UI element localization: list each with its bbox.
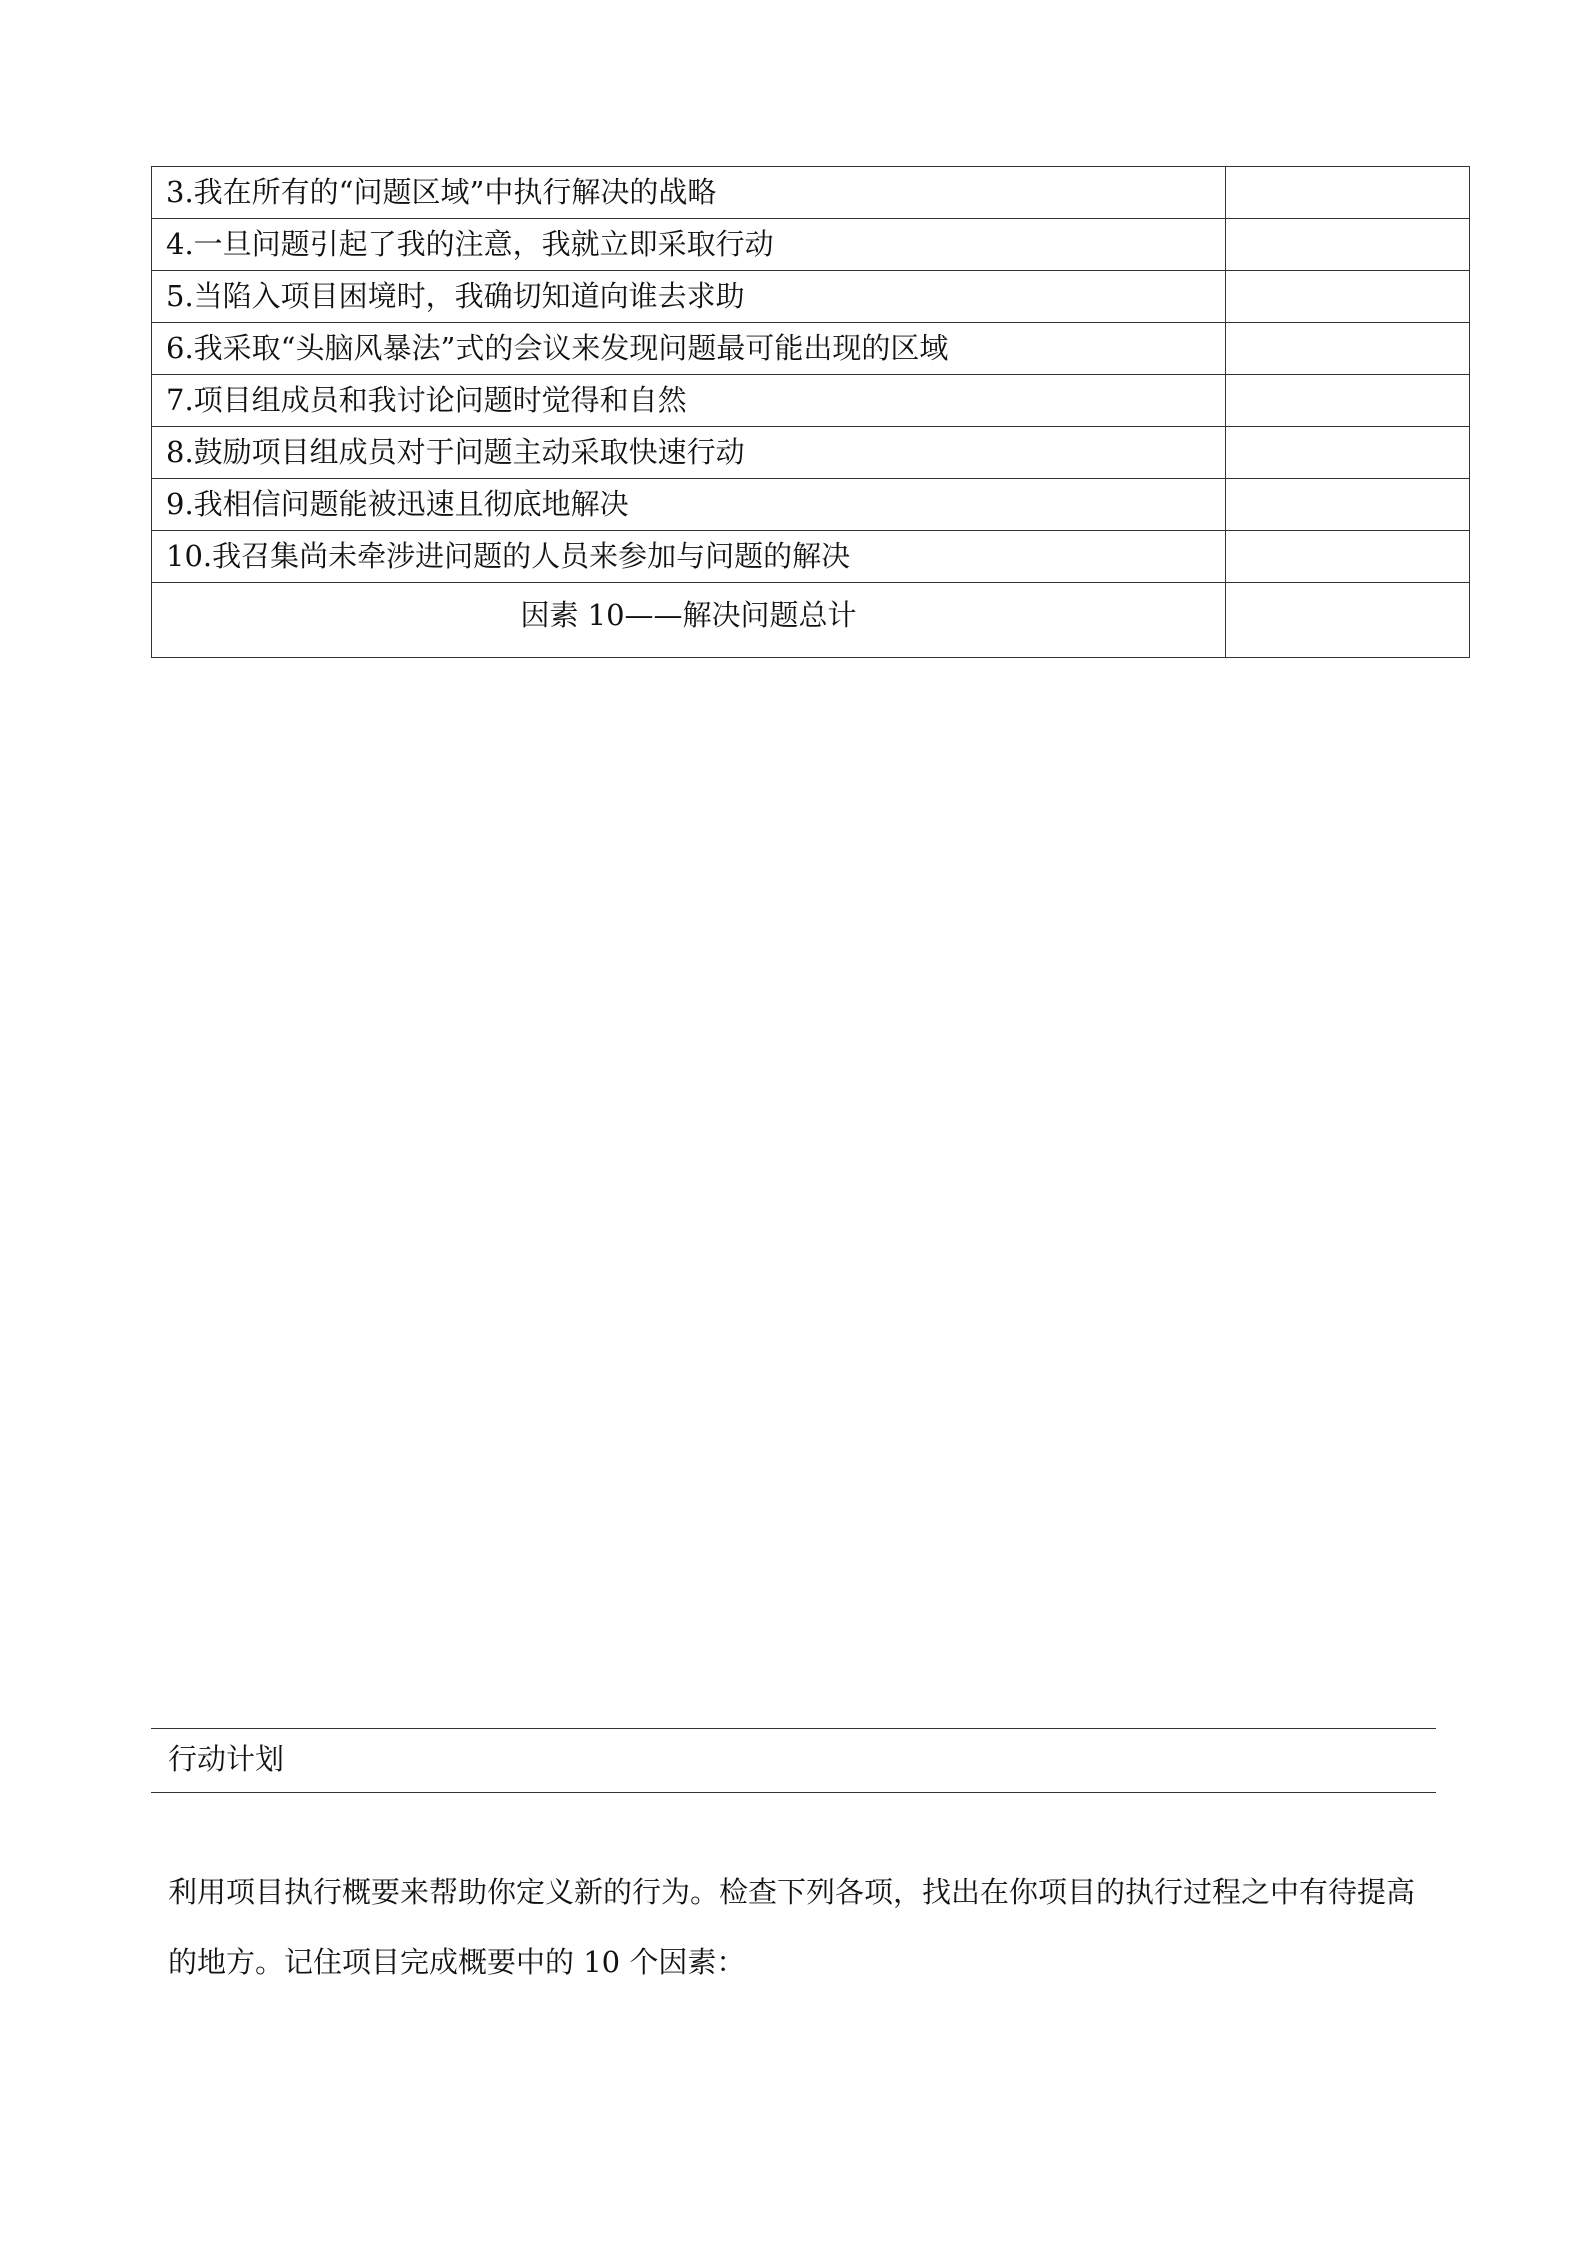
self-assessment-table — [151, 166, 1470, 658]
score-cell[interactable] — [1226, 323, 1470, 375]
score-cell[interactable] — [1226, 219, 1470, 271]
table-row — [152, 531, 1470, 583]
question-cell: 5.当陷入项目困境时，我确切知道向谁去求助 — [152, 271, 1226, 323]
total-label-cell: 因素 10——解决问题总计 — [152, 583, 1226, 658]
table-row — [152, 479, 1470, 531]
score-cell[interactable] — [1226, 479, 1470, 531]
table-row — [152, 427, 1470, 479]
table-row — [152, 375, 1470, 427]
section-title: 行动计划 — [168, 1742, 285, 1776]
question-cell: 9.我相信问题能被迅速且彻底地解决 — [152, 479, 1226, 531]
score-cell[interactable] — [1226, 167, 1470, 219]
question-cell: 4.一旦问题引起了我的注意，我就立即采取行动 — [152, 219, 1226, 271]
section-header — [151, 1728, 1436, 1793]
table-row — [152, 271, 1470, 323]
question-cell: 6.我采取“头脑风暴法”式的会议来发现问题最可能出现的区域 — [152, 323, 1226, 375]
score-cell[interactable] — [1226, 427, 1470, 479]
score-cell[interactable] — [1226, 375, 1470, 427]
score-cell[interactable] — [1226, 531, 1470, 583]
intro-paragraph: 利用项目执行概要来帮助你定义新的行为。检查下列各项，找出在你项目的执行过程之中有待提高的地方。记住项目完成概要中的 10 个因素： — [168, 1875, 1416, 1979]
question-cell: 7.项目组成员和我讨论问题时觉得和自然 — [152, 375, 1226, 427]
table-row — [152, 323, 1470, 375]
table-row — [152, 167, 1470, 219]
question-cell: 8.鼓励项目组成员对于问题主动采取快速行动 — [152, 427, 1226, 479]
table-row — [152, 219, 1470, 271]
question-cell: 3.我在所有的“问题区域”中执行解决的战略 — [152, 167, 1226, 219]
total-row — [152, 583, 1470, 658]
score-cell[interactable] — [1226, 271, 1470, 323]
question-cell: 10.我召集尚未牵涉进问题的人员来参加与问题的解决 — [152, 531, 1226, 583]
total-score-cell[interactable] — [1226, 583, 1470, 658]
